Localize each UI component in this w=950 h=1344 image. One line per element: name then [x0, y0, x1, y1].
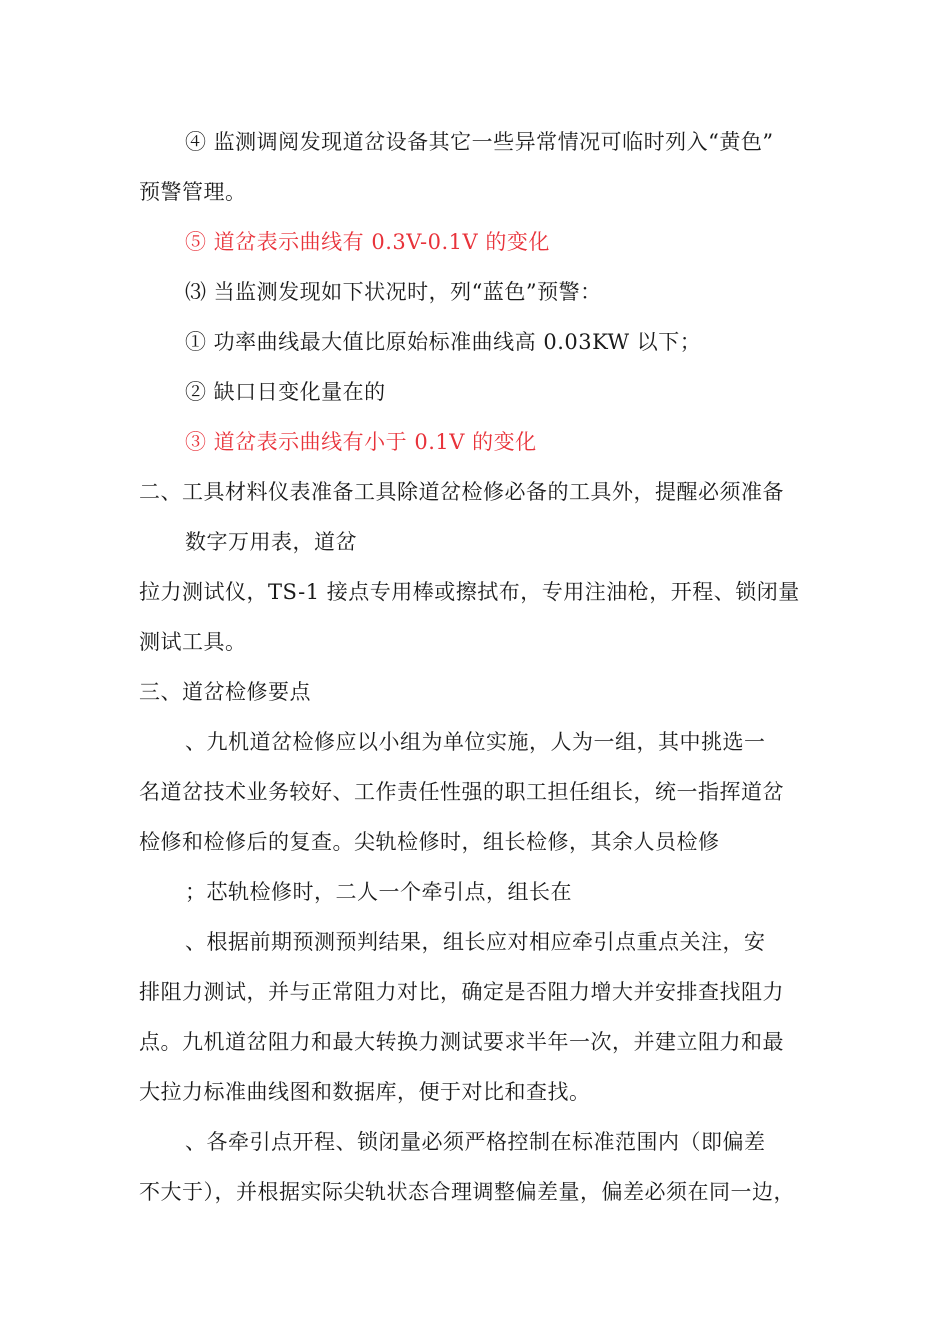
- section-2-line-3: 拉力测试仪，TS-1 接点专用棒或擦拭布，专用注油枪，开程、锁闭量: [139, 580, 800, 604]
- warning-item-5: ⑤ 道岔表示曲线有 0.3V-0.1V 的变化: [185, 230, 550, 254]
- paragraph-1-line-1: 、九机道岔检修应以小组为单位实施，人为一组，其中挑选一: [185, 730, 766, 754]
- paragraph-2-line-2: 排阻力测试，并与正常阻力对比，确定是否阻力增大并安排查找阻力: [139, 980, 784, 1004]
- warning-item-4-cont: 预警管理。: [139, 180, 247, 204]
- section-2-heading: 二、工具材料仪表准备工具除道岔检修必备的工具外，提醒必须准备: [139, 480, 784, 504]
- blue-item-3: ③ 道岔表示曲线有小于 0.1V 的变化: [185, 430, 537, 454]
- section-2-line-2: 数字万用表，道岔: [185, 530, 357, 554]
- paragraph-2-line-3: 点。九机道岔阻力和最大转换力测试要求半年一次，并建立阻力和最: [139, 1030, 784, 1054]
- paragraph-3-line-1: 、各牵引点开程、锁闭量必须严格控制在标准范围内（即偏差: [185, 1130, 766, 1154]
- blue-item-2: ② 缺口日变化量在的: [185, 380, 386, 404]
- blue-warning-heading: ⑶ 当监测发现如下状况时，列“蓝色”预警：: [185, 280, 602, 304]
- paragraph-2-line-1: 、根据前期预测预判结果，组长应对相应牵引点重点关注，安: [185, 930, 766, 954]
- blue-item-1: ① 功率曲线最大值比原始标准曲线高 0.03KW 以下；: [185, 330, 702, 354]
- warning-item-4: ④ 监测调阅发现道岔设备其它一些异常情况可临时列入“黄色”: [185, 130, 774, 154]
- paragraph-1-line-2: 名道岔技术业务较好、工作责任性强的职工担任组长，统一指挥道岔: [139, 780, 784, 804]
- section-3-heading: 三、道岔检修要点: [139, 680, 311, 704]
- paragraph-1-line-3: 检修和检修后的复查。尖轨检修时，组长检修，其余人员检修: [139, 830, 720, 854]
- section-2-line-4: 测试工具。: [139, 630, 247, 654]
- paragraph-1-line-4: ；芯轨检修时，二人一个牵引点，组长在: [185, 880, 572, 904]
- paragraph-3-line-2: 不大于），并根据实际尖轨状态合理调整偏差量，偏差必须在同一边，: [139, 1180, 795, 1204]
- paragraph-2-line-4: 大拉力标准曲线图和数据库，便于对比和查找。: [139, 1080, 591, 1104]
